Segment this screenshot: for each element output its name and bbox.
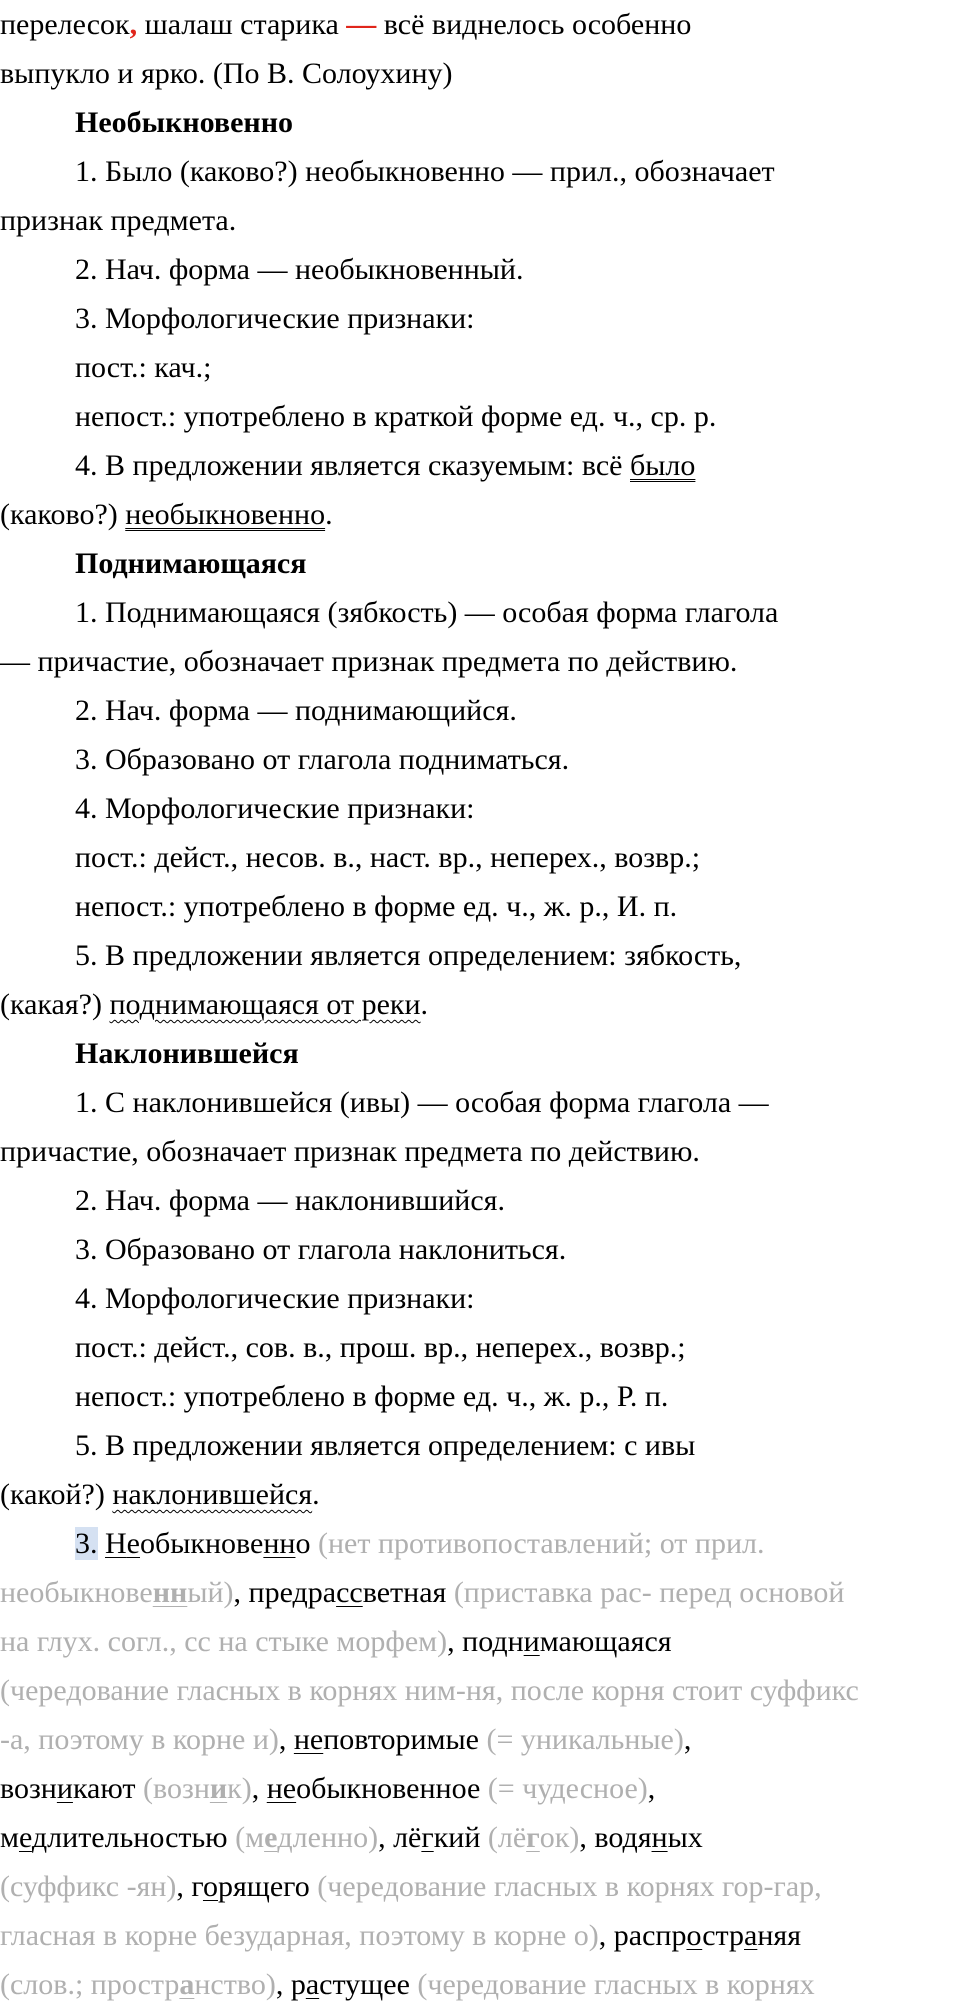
word-fragment: г — [191, 1870, 203, 1903]
text-line: — причастие, обозначает признак предмета по действию. — [0, 645, 738, 678]
text-line: 2. Нач. форма — наклонившийся. — [75, 1184, 505, 1217]
text-line — [0, 441, 960, 490]
text-line — [0, 0, 960, 49]
word-fragment: кий — [433, 1821, 481, 1854]
text-line: непост.: употреблено в форме ед. ч., ж. р., Р. п. — [75, 1380, 669, 1413]
letter-underline: е — [126, 1527, 140, 1560]
predicate-underline: было — [630, 449, 696, 482]
text-fragment: (какой?) — [0, 1478, 113, 1511]
explanation: (чередование гласных в корнях гор-гар, — [309, 1870, 822, 1903]
text-line: признак предмета. — [0, 204, 237, 237]
word-fragment: лё — [393, 1821, 422, 1854]
letter-underline: не — [266, 1772, 297, 1805]
word-fragment: длительностью — [31, 1821, 228, 1854]
section-heading: Поднимающаяся — [75, 547, 307, 580]
word-fragment: повторимые — [323, 1723, 479, 1756]
text-line: пост.: кач.; — [75, 351, 212, 384]
text-line: 5. В предложении является определением: с ивы — [75, 1429, 696, 1462]
punctuation: , — [579, 1821, 595, 1854]
predicate-underline: необыкновенно — [125, 498, 326, 531]
text-line — [0, 1617, 960, 1666]
text-line — [0, 1519, 960, 1568]
explanation: (возн — [135, 1772, 210, 1805]
text-line — [0, 1568, 960, 1617]
explanation: ок) — [539, 1821, 580, 1854]
text-line — [0, 1862, 960, 1911]
word-fragment: мающаяся — [539, 1625, 672, 1658]
word-fragment: возн — [0, 1772, 57, 1805]
word-fragment: о — [295, 1527, 311, 1560]
text-line: пост.: дейст., сов. в., прош. вр., неперех., возвр.; — [75, 1331, 686, 1364]
text-fragment: . — [312, 1478, 320, 1511]
letter-underline: Н — [105, 1527, 127, 1560]
word-fragment: м — [0, 1821, 19, 1854]
text-line — [0, 1813, 960, 1862]
text-fragment: 4. В предложении является сказуемым: всё — [75, 449, 630, 482]
punctuation: , — [683, 1723, 692, 1756]
letter-underline: о — [686, 1919, 703, 1952]
text-line: 3. Образовано от глагола подниматься. — [75, 743, 570, 776]
text-line: причастие, обозначает признак предмета по действию. — [0, 1135, 700, 1168]
punctuation: , — [378, 1821, 394, 1854]
task-number: 3. — [75, 1527, 98, 1560]
explanation: (лё — [480, 1821, 527, 1854]
word-fragment: р — [290, 1968, 306, 2001]
explanation: (м — [227, 1821, 265, 1854]
text-fragment: . — [325, 498, 333, 531]
explanation: гласная в корне безударная, поэтому в корне о) — [0, 1919, 599, 1952]
word-fragment: распр — [613, 1919, 687, 1952]
explanation-letter: а — [179, 1968, 195, 2001]
text-fragment: . — [420, 988, 429, 1021]
explanation: (чередование гласных в корнях ним-ня, после корня стоит суффикс — [0, 1674, 859, 1707]
letter-underline: о — [202, 1870, 218, 1903]
text-line — [0, 1470, 960, 1519]
highlighted-dash: — — [346, 8, 377, 41]
letter-underline: а — [744, 1919, 758, 1952]
text-line: 1. Было (каково?) необыкновенно — прил., обозначает — [75, 155, 775, 188]
explanation-letter: е — [264, 1821, 278, 1854]
word-fragment: подн — [462, 1625, 524, 1658]
explanation: (нет противопоставлений; от прил. — [310, 1527, 765, 1560]
word-fragment: обыкновенное — [296, 1772, 481, 1805]
text-line — [0, 1715, 960, 1764]
text-line — [0, 1960, 960, 2002]
explanation: необыкнове — [0, 1576, 153, 1609]
letter-underline: сс — [336, 1576, 363, 1609]
text-line — [0, 1764, 960, 1813]
explanation: (суффикс -ян) — [0, 1870, 177, 1903]
text-line: 1. С наклонившейся (ивы) — особая форма глагола — — [75, 1086, 769, 1119]
text-line: пост.: дейст., несов. в., наст. вр., неперех., возвр.; — [75, 841, 701, 874]
letter-underline: г — [421, 1821, 434, 1854]
word-fragment: стущее — [319, 1968, 410, 2001]
text-line: выпукло и ярко. (По В. Солоухину) — [0, 57, 453, 90]
highlighted-comma: , — [129, 8, 138, 41]
text-line — [0, 1911, 960, 1960]
letter-underline: н — [651, 1821, 668, 1854]
explanation: к) — [227, 1772, 252, 1805]
punctuation: , — [278, 1723, 294, 1756]
word-fragment: кают — [72, 1772, 136, 1805]
explanation: (= уникальные) — [478, 1723, 684, 1756]
word-fragment: рящего — [217, 1870, 310, 1903]
punctuation: , — [275, 1968, 291, 2001]
word-fragment: ых — [667, 1821, 703, 1854]
text-line: 3. Образовано от глагола наклониться. — [75, 1233, 567, 1266]
text-line: 4. Морфологические признаки: — [75, 792, 475, 825]
word-fragment: обыкнове — [140, 1527, 264, 1560]
text-fragment: всё виднелось особенно — [376, 8, 692, 41]
punctuation: , — [647, 1772, 656, 1805]
letter-underline: е — [18, 1821, 32, 1854]
text-fragment: перелесок — [0, 8, 130, 41]
section-heading: Наклонившейся — [75, 1037, 299, 1070]
explanation-letter: нн — [152, 1576, 188, 1609]
word-fragment: ветная — [362, 1576, 447, 1609]
text-line: 4. Морфологические признаки: — [75, 1282, 475, 1315]
section-heading: Необыкновенно — [75, 106, 293, 139]
punctuation: , — [251, 1772, 267, 1805]
text-fragment: (какая?) — [0, 988, 110, 1021]
text-line: непост.: употреблено в форме ед. ч., ж. р., И. п. — [75, 890, 678, 923]
letter-underline: не — [293, 1723, 324, 1756]
explanation: ый) — [187, 1576, 234, 1609]
attribute-underline: поднимающаяся от реки — [109, 988, 421, 1021]
explanation: (чередование гласных в корнях — [409, 1968, 815, 2001]
punctuation: , — [176, 1870, 192, 1903]
letter-underline: и — [56, 1772, 73, 1805]
word-fragment: стр — [702, 1919, 745, 1952]
text-line: непост.: употреблено в краткой форме ед. ч., ср. р. — [75, 400, 717, 433]
word-fragment: предра — [248, 1576, 337, 1609]
text-line: 3. Морфологические признаки: — [75, 302, 475, 335]
explanation: -а, поэтому в корне и) — [0, 1723, 279, 1756]
punctuation: , — [233, 1576, 249, 1609]
letter-underline: и — [523, 1625, 540, 1658]
text-line: 2. Нач. форма — необыкновенный. — [75, 253, 524, 286]
text-line: 5. В предложении является определением: зябкость, — [75, 939, 742, 972]
punctuation: , — [598, 1919, 614, 1952]
text-line — [0, 1666, 960, 1715]
word-fragment: водя — [594, 1821, 652, 1854]
explanation: нство) — [194, 1968, 276, 2001]
text-line: 1. Поднимающаяся (зябкость) — особая форма глагола — [75, 596, 779, 629]
text-line — [0, 490, 960, 539]
attribute-underline: наклонившейся — [112, 1478, 313, 1511]
explanation: (приставка рас- перед основой — [446, 1576, 845, 1609]
explanation: (= чудесное) — [480, 1772, 648, 1805]
explanation-letter: и — [209, 1772, 228, 1805]
punctuation: , — [447, 1625, 463, 1658]
explanation-letter: г — [526, 1821, 540, 1854]
text-fragment: шалаш старика — [137, 8, 347, 41]
letter-underline: а — [305, 1968, 320, 2001]
letter-underline: нн — [263, 1527, 296, 1560]
text-line — [0, 980, 960, 1029]
explanation: дленно) — [277, 1821, 379, 1854]
word-fragment: няя — [757, 1919, 801, 1952]
explanation: на глух. согл., сс на стыке морфем) — [0, 1625, 448, 1658]
explanation: (слов.; простр — [0, 1968, 180, 2001]
text-line: 2. Нач. форма — поднимающийся. — [75, 694, 517, 727]
text-fragment: (каково?) — [0, 498, 126, 531]
